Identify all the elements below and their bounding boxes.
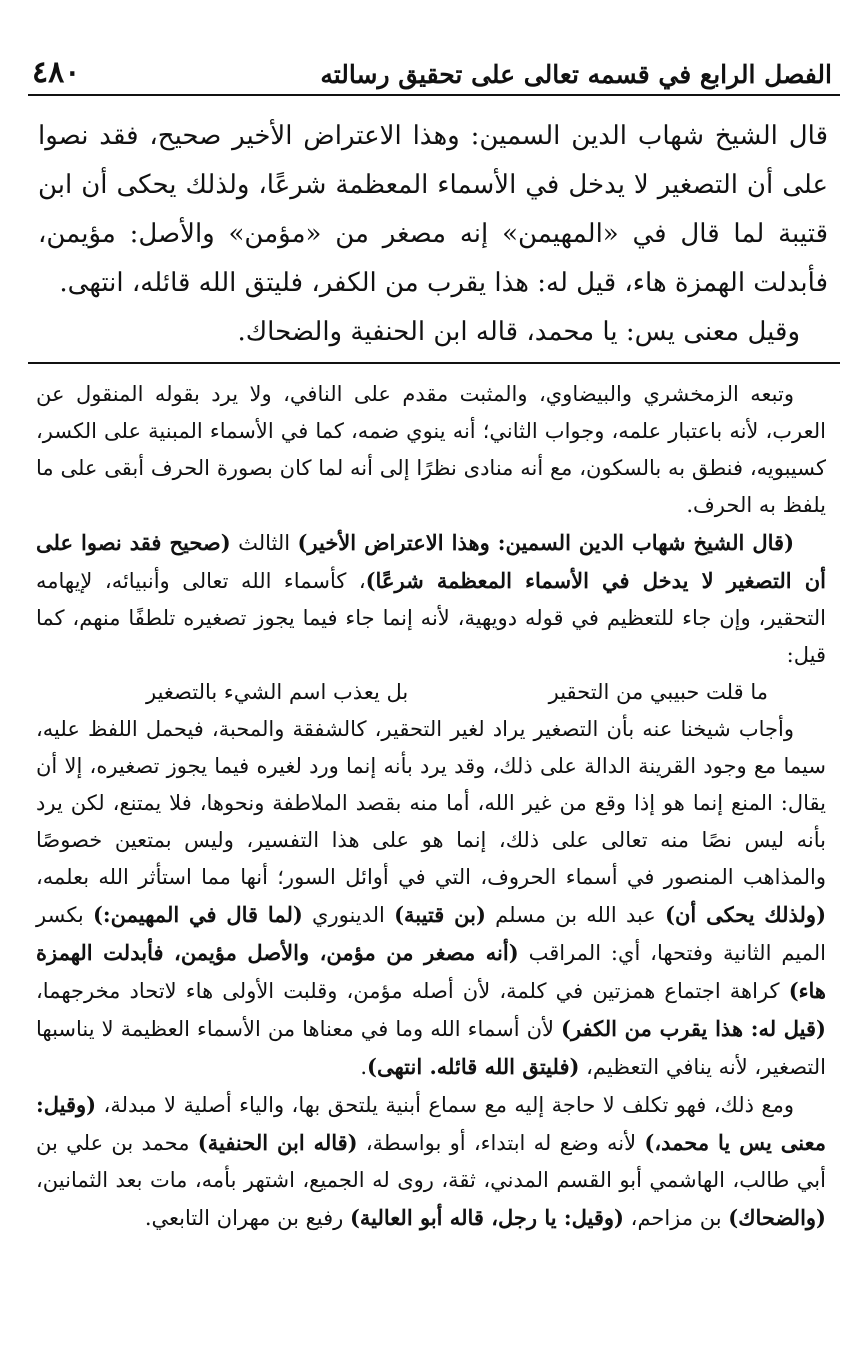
commentary-paragraph xyxy=(36,1086,826,1237)
quoted-text: (قيل له: هذا يقرب من الكفر) xyxy=(561,1016,826,1041)
commentary-paragraph: وتبعه الزمخشري والبيضاوي، والمثبت مقدم على النافي، ولا يرد بقوله المنقول عن العرب، لأنه باعتبار علمه، وجواب الثاني؛ أنه ينوي ضمه، كما في الأسماء المبنية على الكسر، كسيبويه، فنطق به بالسكون، مع أنه منادى نظرًا إلى أنه لما كان بصورة الحرف أبقى على ما يلفظ به الحرف. xyxy=(36,382,826,517)
verse-first-hemistich: ما قلت حبيبي من التحقير xyxy=(548,680,768,704)
footnote-separator xyxy=(28,362,840,364)
verse-second-hemistich: بل يعذب اسم الشيء بالتصغير xyxy=(146,680,409,704)
commentary-paragraph xyxy=(36,524,826,674)
commentary-text: الثالث xyxy=(230,531,298,555)
commentary-text: بكسر الميم الثانية وفتحها، أي: المراقب xyxy=(36,903,827,965)
commentary-paragraph xyxy=(36,711,826,1086)
commentary-text: كراهة اجتماع همزتين في كلمة، لأن أصله مؤمن، وقلبت الأولى هاء لاتحاد مخرجهما، xyxy=(36,979,789,1003)
commentary-text: لأن أسماء الله وما في معناها من الأسماء العظيمة لا يناسبها التصغير، لأنه ينافي التعظيم، xyxy=(36,1017,826,1079)
commentary-text: محمد بن علي بن أبي طالب، الهاشمي أبو القسم المدني، ثقة، روى له الجميع، اشتهر بأمه، مات بعد الثمانين، xyxy=(36,1131,826,1192)
commentary-text: عبد الله بن مسلم xyxy=(485,903,666,927)
quoted-text: (صحيح فقد نصوا على أن التصغير لا يدخل في الأسماء المعظمة شرعًا) xyxy=(36,530,826,593)
poetry-verse xyxy=(36,674,826,711)
quoted-text: (لما قال في المهيمن:) xyxy=(92,902,303,927)
running-header xyxy=(28,44,840,96)
commentary xyxy=(36,376,826,1237)
commentary-text: . xyxy=(360,1055,368,1079)
commentary-text: لأنه وضع له ابتداء، أو بواسطة، xyxy=(357,1131,645,1155)
commentary-text: بن مزاحم، xyxy=(624,1206,729,1230)
chapter-title: الفصل الرابع في قسمه تعالى على تحقيق رسالته xyxy=(320,60,832,89)
commentary-text: رفيع بن مهران التابعي. xyxy=(144,1206,350,1230)
quoted-text: (وقيل: معنى يس يا محمد،) xyxy=(36,1092,826,1155)
quoted-text: (قال الشيخ شهاب الدين السمين: وهذا الاعتراض الأخير) xyxy=(297,530,795,555)
commentary-text: ومع ذلك، فهو تكلف لا حاجة إليه مع سماع أبنية يلتحق بها، والياء أصلية لا مبدلة، xyxy=(96,1093,794,1117)
commentary-text: ، كأسماء الله تعالى وأنبيائه، لإيهامه التحقير، وإن جاء للتعظيم في قوله دويهية، لأنه إنما جاء فيما يجوز تصغيره تلطفًا منهم، كما قيل: xyxy=(36,569,826,667)
main-paragraph: قال الشيخ شهاب الدين السمين: وهذا الاعتراض الأخير صحيح، فقد نصوا على أن التصغير لا يدخل في الأسماء المعظمة شرعًا، ولذلك يحكى أن ابن قتيبة لما قال في «المهيمن» إنه مصغر من «مؤمن» والأصل: مؤيمن، فأبدلت الهمزة هاء، قيل له: هذا يقرب من الكفر، فليتق الله قائله، انتهى. xyxy=(38,121,828,298)
quoted-text: (قاله ابن الحنفية) xyxy=(197,1130,358,1155)
commentary-text: الدينوري xyxy=(302,903,395,927)
quoted-text: (والضحاك) xyxy=(728,1205,826,1230)
main-paragraph: وقيل معنى يس: يا محمد، قاله ابن الحنفية والضحاك. xyxy=(237,317,800,347)
quoted-text: (ولذلك يحكى أن) xyxy=(665,902,827,927)
main-text xyxy=(38,112,828,357)
commentary-text: وأجاب شيخنا عنه بأن التصغير يراد لغير التحقير، كالشفقة والمحبة، فيحمل اللفظ عليه، سيما مع وجود القرينة الدالة على ذلك، وقد يرد بأنه إنما ورد لغيره فيما يجوز تصغيره، إلا أن يقال: المنع إنما هو إذا وقع من غير الله، أما منه بقصد الملاطفة ونحوها، فلا يمتنع، لكن يرد بأنه ليس نصًا منه تعالى على ذلك، إنما هو على هذا التفسير، وليس بمتعين خصوصًا والمذاهب المنصور في أسماء الحروف، التي في أوائل السور؛ أنها مما استأثر الله بعلمه، xyxy=(36,717,826,889)
quoted-text: (أنه مصغر من مؤمن، والأصل مؤيمن، فأبدلت الهمزة هاء) xyxy=(36,940,826,1003)
page-number: ٤٨٠ xyxy=(32,55,81,90)
quoted-text: (فليتق الله قائله. انتهى) xyxy=(367,1054,580,1079)
quoted-text: (وقيل: يا رجل، قاله أبو العالية) xyxy=(349,1205,624,1230)
quoted-text: (بن قتيبة) xyxy=(394,902,486,927)
